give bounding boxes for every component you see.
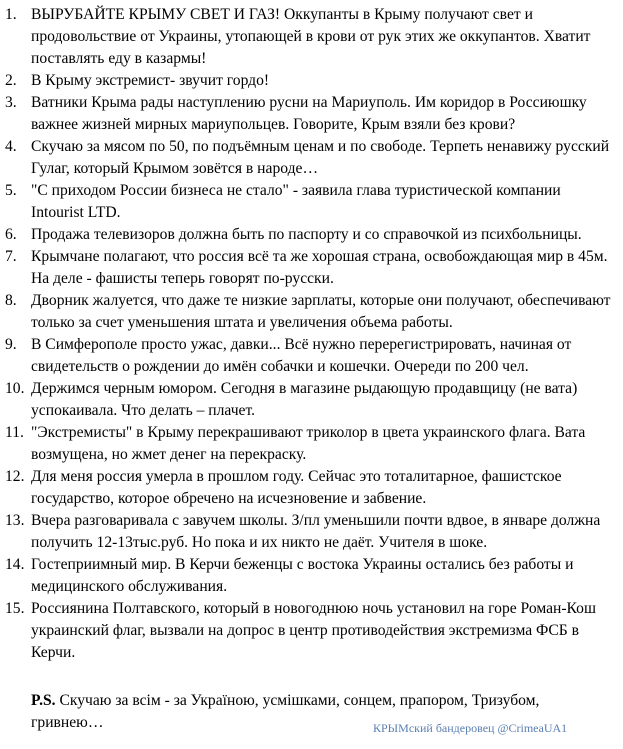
item-number: 8. [5,292,17,309]
list-item [5,598,617,664]
item-text: Дворник жалуется, что даже те низкие зарплаты, которые они получают, обеспечивают только за счет уменьшения штата и увеличения объема работы. [31,292,611,331]
list-item [5,246,617,290]
item-number: 9. [5,336,17,353]
item-number: 14. [5,556,25,573]
list-item [5,422,617,466]
item-text: Держимся черным юмором. Сегодня в магазине рыдающую продавщицу (не вата) успокаивала. Что делать – плачет. [31,380,578,419]
item-text: В Симферополе просто ужас, давки... Всё нужно перерегистрировать, начиная от свидетельств о рождении до имён собачки и кошечки. Очереди по 200 чел. [31,336,572,375]
item-number: 12. [5,468,25,485]
list-item [5,334,617,378]
item-text: "С приходом России бизнеса не стало" - заявила глава туристической компании Intourist LTD. [31,182,561,221]
postscript-label: P.S. [31,692,56,709]
item-number: 15. [5,600,25,617]
item-text: Ватники Крыма рады наступлению русни на Мариуполь. Им коридор в Россиюшку важнее жизней мирных мариупольцев. Говорите, Крым взяли без крови? [31,94,587,133]
watermark: КРЫМский бандеровец @CrimeaUA1 [373,721,568,735]
item-number: 1. [5,6,17,23]
list-item [5,554,617,598]
item-text: "Экстремисты" в Крыму перекрашивают триколор в цвета украинского флага. Вата возмущена, но жмет денег на перекраску. [31,424,586,463]
list-item [5,224,617,246]
list-item [5,180,617,224]
news-list [5,4,617,664]
item-text: Крымчане полагают, что россия всё та же хорошая страна, освобождающая мир в 45м. На деле - фашисты теперь говорят по-русски. [31,248,608,287]
list-item [5,290,617,334]
list-item [5,70,617,92]
list-item [5,4,617,70]
item-text: Россиянина Полтавского, который в новогоднюю ночь установил на горе Роман-Кош украинский флаг, вызвали на допрос в центр противодействия экстремизма ФСБ в Керчи. [31,600,596,661]
item-number: 6. [5,226,17,243]
list-item [5,136,617,180]
list-item [5,378,617,422]
item-text: Вчера разговаривала с завучем школы. З/пл уменьшили почти вдвое, в январе должна получить 12-13тыс.руб. Но пока и их никто не даёт. Учителя в шоке. [31,512,601,551]
item-text: Продажа телевизоров должна быть по паспорту и со справочкой из психбольницы. [31,226,582,243]
item-number: 4. [5,138,17,155]
list-item [5,510,617,554]
item-number: 13. [5,512,25,529]
item-text: ВЫРУБАЙТЕ КРЫМУ СВЕТ И ГАЗ! Оккупанты в Крыму получают свет и продовольствие от Украины, утопающей в крови от рук этих же оккупантов. Хватит поставлять еду в казармы! [31,6,591,67]
item-text: В Крыму экстремист- звучит гордо! [31,72,270,89]
item-text: Гостеприимный мир. В Керчи беженцы с востока Украины остались без работы и медицинского обслуживания. [31,556,574,595]
list-item [5,92,617,136]
item-text: Для меня россия умерла в прошлом году. Сейчас это тоталитарное, фашистское государство, которое обречено на исчезновение и забвение. [31,468,562,507]
postscript-text: Скучаю за всім - за Україною, усмішками, сонцем, прапором, Тризубом, гривнею… [31,692,540,731]
list-item [5,466,617,510]
item-number: 10. [5,380,25,397]
item-text: Скучаю за мясом по 50, по подъёмным ценам и по свободе. Терпеть ненавижу русский Гулаг, который Крымом зовётся в народе… [31,138,610,177]
item-number: 11. [5,424,24,441]
item-number: 2. [5,72,17,89]
item-number: 3. [5,94,17,111]
item-number: 5. [5,182,17,199]
item-number: 7. [5,248,17,265]
